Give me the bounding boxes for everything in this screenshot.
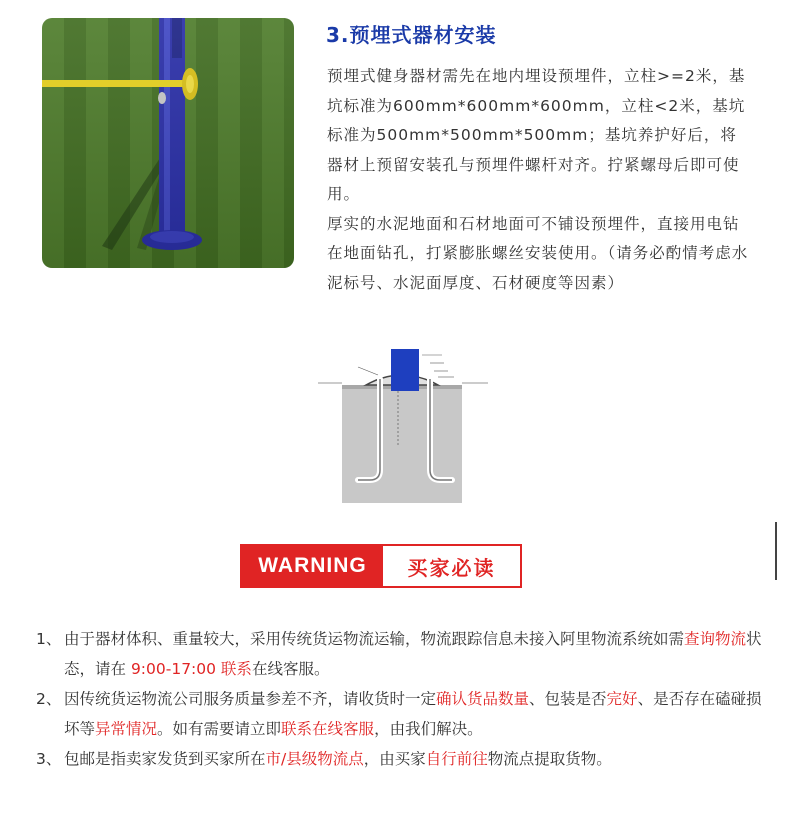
installed-post-photo (42, 18, 294, 268)
buyer-notices (36, 624, 766, 774)
warning-label: WARNING (242, 546, 383, 586)
notice-item (36, 624, 766, 684)
notice-highlight: 市/县级物流点 (265, 750, 364, 768)
notice-text: 物流点提取货物。 (487, 750, 612, 768)
buyer-must-read-label: 买家必读 (407, 555, 496, 580)
notice-highlight: 自行前往 (425, 750, 488, 768)
edge-divider (775, 522, 777, 580)
install-paragraph-buried: 预埋式健身器材需先在地内埋设预埋件，立柱>=2米，基坑标准为600mm*600mm*600mm，立柱<2米，基坑标准为500mm*500mm*500mm；基坑养护好后，将器材上预留安装孔与预埋件螺杆对齐。拧紧螺母后即可使用。 (327, 67, 746, 203)
notice-number: 1、 (36, 630, 62, 648)
notice-text: 、包装是否 (529, 690, 607, 708)
notice-text: 、是否存在磕碰损坏等 (64, 690, 762, 738)
install-paragraph-concrete: 厚实的水泥地面和石材地面可不铺设预埋件，直接用电钻在地面钻孔，打紧膨胀螺丝安装使用。（请务必酌情考虑水泥标号、水泥面厚度、石材硬度等因素） (327, 214, 749, 292)
notice-text: 因传统货运物流公司服务质量参差不齐，请收货时一定 (64, 690, 437, 708)
notice-highlight: 联系在线客服 (281, 720, 375, 738)
notice-number: 2、 (36, 690, 62, 708)
notice-highlight: 完好 (606, 690, 638, 708)
install-instructions (327, 62, 752, 298)
buyer-warning-banner (240, 544, 522, 588)
notice-highlight: 异常情况 (95, 720, 158, 738)
notice-highlight: 确认货品数量 (436, 690, 530, 708)
notice-text: ，由我们解决。 (374, 720, 483, 738)
notice-text: 包邮是指卖家发货到买家所在 (64, 750, 266, 768)
notice-text: 在线客服。 (251, 660, 330, 678)
diagram-svg (318, 345, 488, 505)
notice-text: 。如有需要请立即 (157, 720, 282, 738)
notice-item (36, 684, 766, 744)
embedded-parts-diagram (318, 345, 488, 505)
notice-text: ，由买家 (363, 750, 426, 768)
notice-number: 3、 (36, 750, 62, 768)
notice-highlight: 9:00-17:00 联系 (130, 660, 252, 678)
section-title: 3.预埋式器材安装 (326, 23, 497, 47)
notice-highlight: 查询物流 (684, 630, 747, 648)
notice-text: 由于器材体积、重量较大，采用传统货运物流运输，物流跟踪信息未接入阿里物流系统如需 (64, 630, 685, 648)
notice-item (36, 744, 766, 774)
notice-text: 状态，请在 (64, 630, 762, 678)
